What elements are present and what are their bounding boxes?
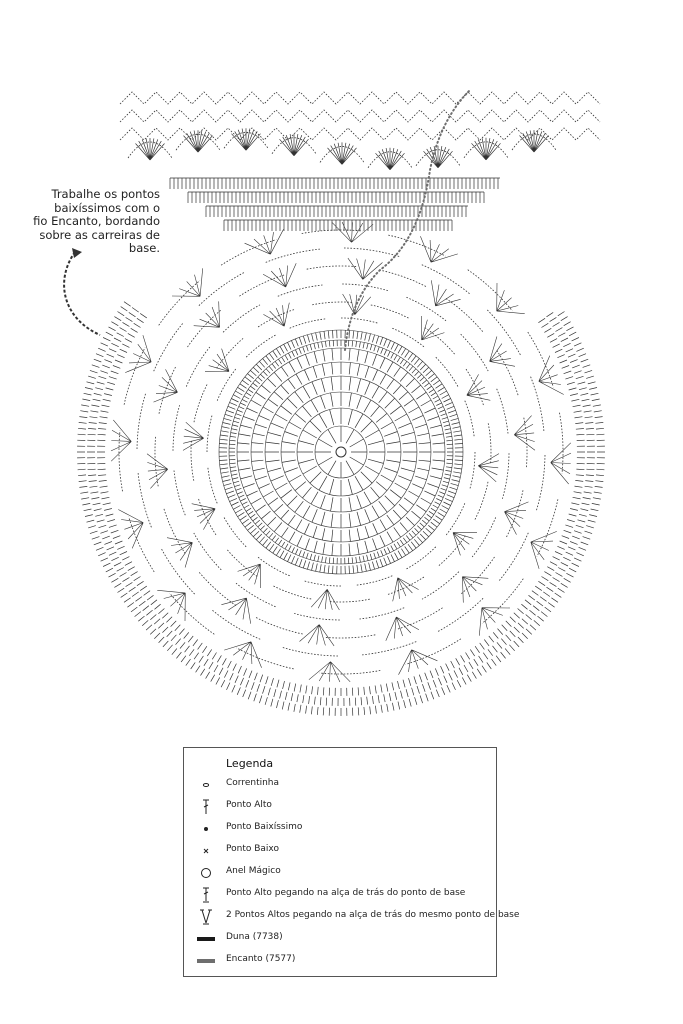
legend-label: Encanto (7577): [226, 954, 296, 964]
legend-label: Ponto Alto: [226, 800, 272, 810]
chain-stitch-icon: [196, 776, 216, 794]
annotation-line: baixíssimos com o: [54, 200, 160, 215]
magic-ring-center: [336, 447, 346, 457]
chart-stitches-fans: [111, 222, 571, 682]
single-crochet-icon: [196, 842, 216, 860]
slip-stitch-icon: [196, 820, 216, 838]
yarn-duna-swatch: [196, 930, 216, 948]
legend-label: Correntinha: [226, 778, 280, 788]
double-crochet-icon: [196, 798, 216, 816]
legend-label: 2 Pontos Altos pegando na alça de trás do mesmo ponto de base: [226, 910, 520, 920]
annotation-text: [20, 188, 160, 256]
legend-label: Ponto Baixíssimo: [226, 822, 303, 832]
legend-item-single-crochet: [184, 842, 496, 860]
annotation-arrow: [64, 252, 100, 335]
magic-ring-icon: [196, 864, 216, 882]
legend-label: Duna (7738): [226, 932, 283, 942]
yarn-encanto-swatch: [196, 952, 216, 970]
legend-item-duna: [184, 930, 496, 948]
chart-stitch-layer: [77, 90, 605, 716]
legend-label: Ponto Alto pegando na alça de trás do ponto de base: [226, 888, 466, 898]
back-loop-double-crochet-icon: [196, 886, 216, 904]
legend-label: Anel Mágico: [226, 866, 281, 876]
legend-item-magic-ring: [184, 864, 496, 882]
annotation-line: base.: [128, 241, 160, 255]
annotation-line: Trabalhe os pontos: [51, 187, 160, 201]
two-double-crochet-icon: [196, 908, 216, 926]
legend-item-encanto: [184, 952, 496, 970]
chart-stitches-ticks: [77, 302, 605, 716]
legend-box: [183, 747, 520, 977]
legend-item-slip-stitch: [184, 820, 496, 838]
chart-stitches-top: [136, 128, 549, 231]
legend-title: Legenda: [226, 757, 274, 770]
legend-item-two-double-crochet: [184, 908, 520, 926]
annotation-line: sobre as carreiras de: [39, 227, 160, 242]
legend-item-back-loop: [184, 886, 496, 904]
legend-label: Ponto Baixo: [226, 844, 279, 854]
legend-item-chain: [184, 776, 496, 794]
annotation-line: fio Encanto, bordando: [33, 214, 160, 228]
legend-item-double-crochet: [184, 798, 496, 816]
